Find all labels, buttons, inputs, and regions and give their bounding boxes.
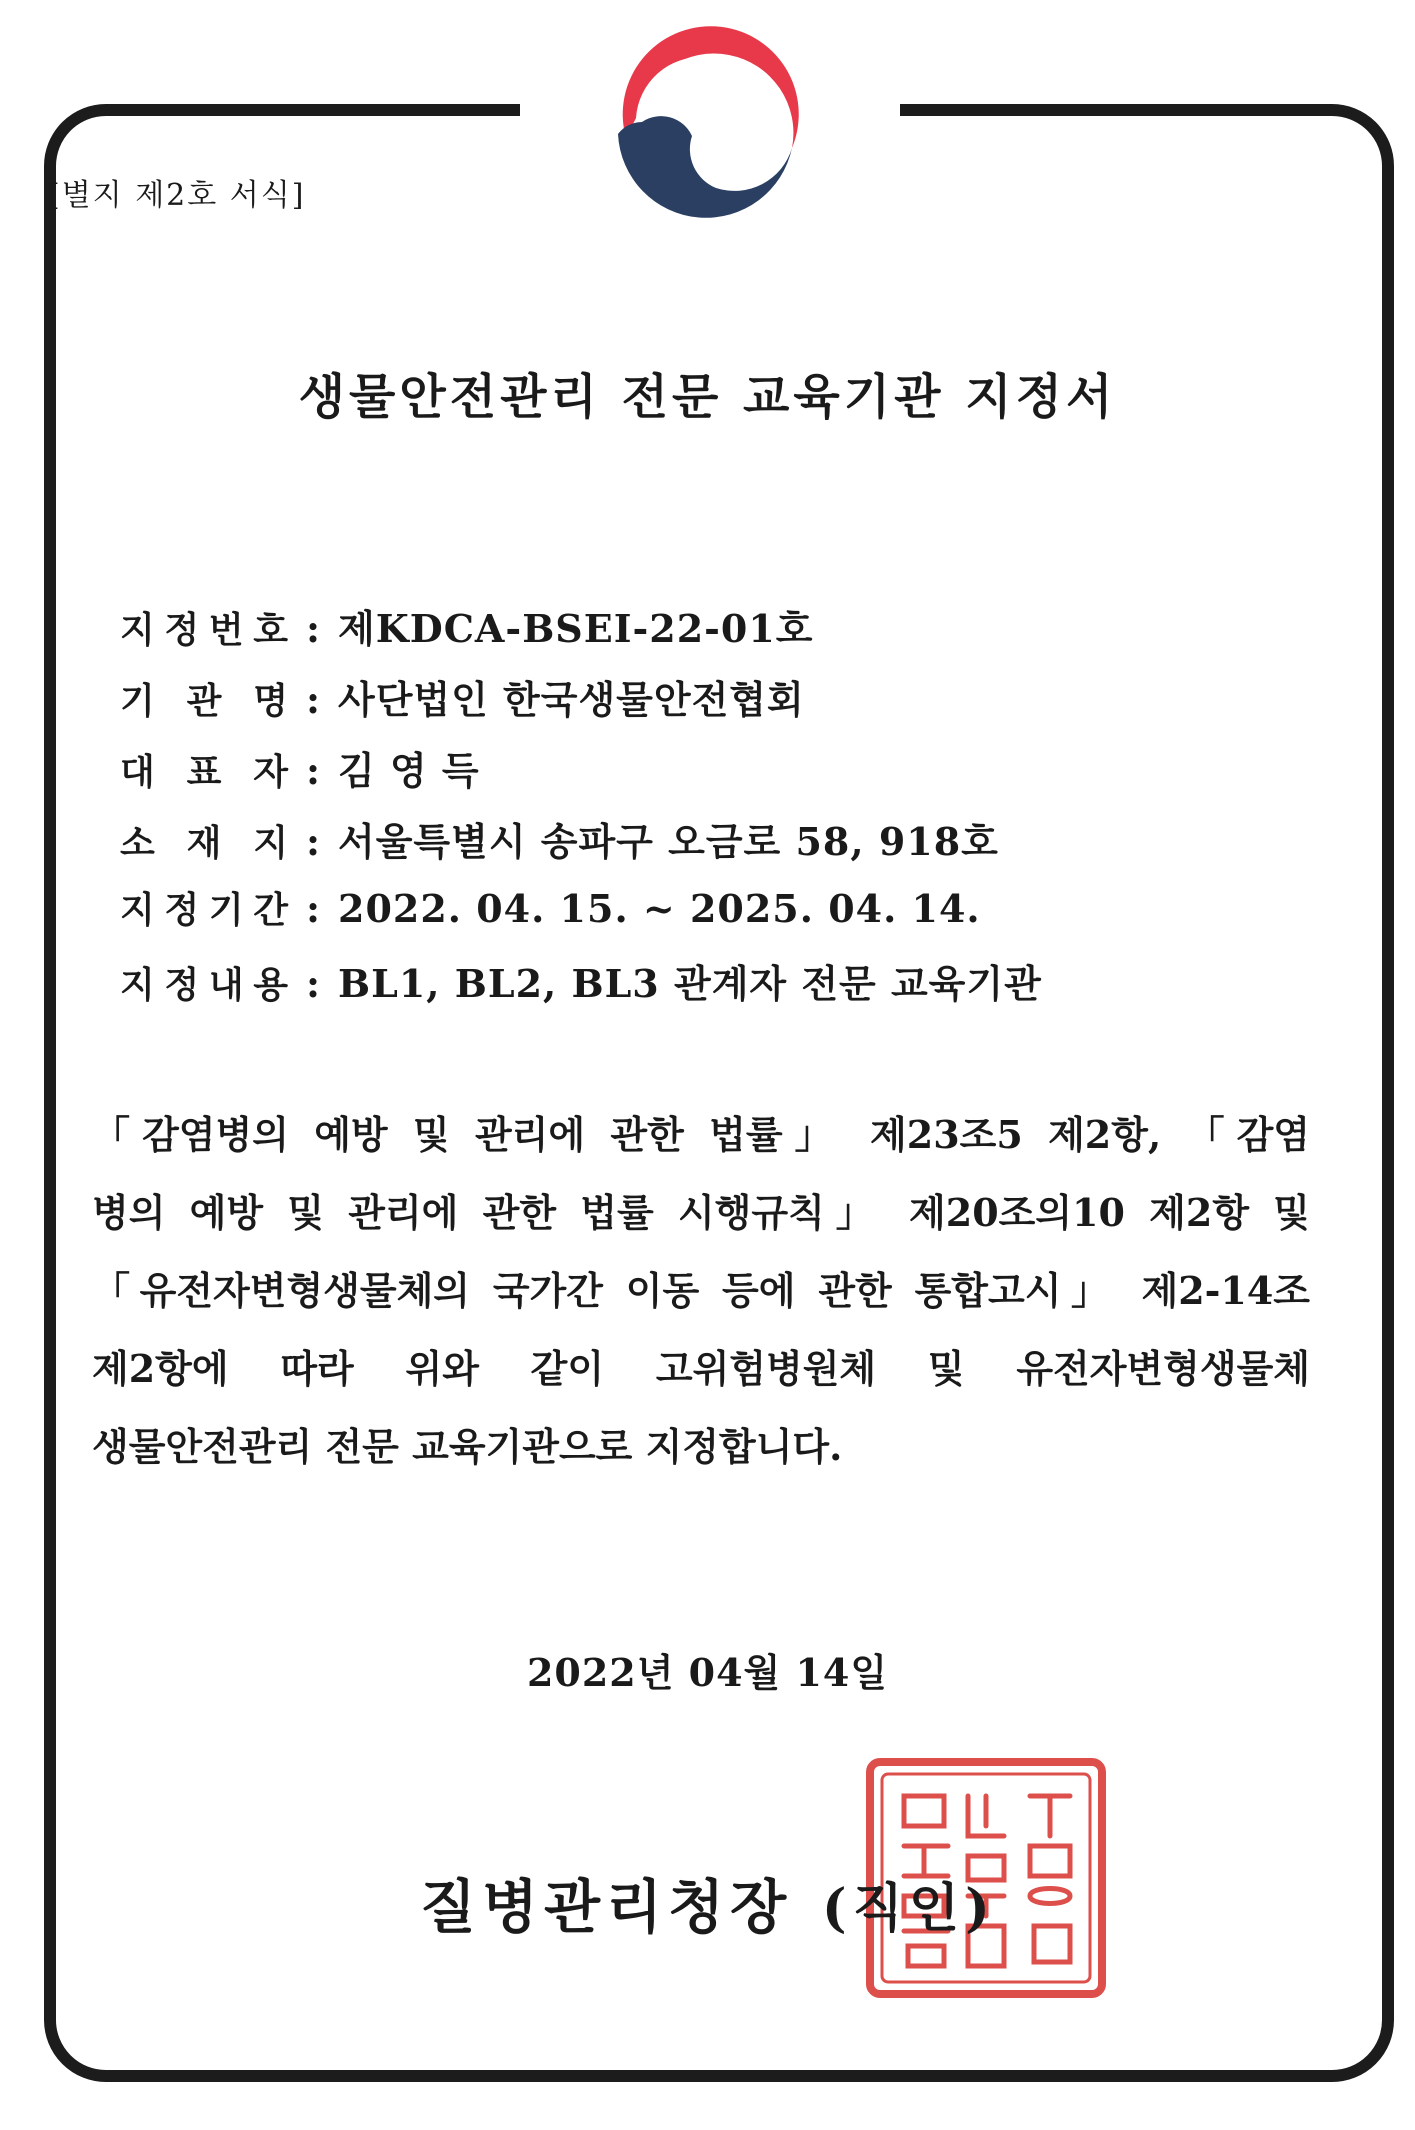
field-address	[120, 811, 1320, 882]
field-institution-name	[120, 669, 1320, 740]
field-value: BL1, BL2, BL3 관계자 전문 교육기관	[338, 961, 1042, 1006]
designation-fields	[120, 598, 1320, 1024]
field-label: 대 표 자	[120, 752, 288, 793]
field-designation-period	[120, 882, 1320, 953]
field-representative	[120, 740, 1320, 811]
field-value: 2022. 04. 15. ~ 2025. 04. 14.	[338, 886, 981, 931]
designation-statement	[92, 1096, 1310, 1486]
field-label: 지 정 번 호	[120, 610, 288, 651]
korea-government-emblem-icon	[596, 18, 824, 228]
field-colon: :	[305, 961, 321, 1006]
issuer-name: 질병관리청장	[420, 1873, 793, 1941]
field-value: 서울특별시 송파구 오금로 58, 918호	[338, 819, 999, 864]
field-colon: :	[305, 886, 321, 931]
field-value: 김 영 득	[338, 748, 480, 793]
statement-line: 「감염병의 예방 및 관리에 관한 법률」 제23조5 제2항, 「감염	[92, 1112, 1310, 1157]
document-title: 생물안전관리 전문 교육기관 지정서	[298, 369, 1117, 425]
field-designation-number	[120, 598, 1320, 669]
field-colon: :	[305, 748, 321, 793]
field-colon: :	[305, 819, 321, 864]
seal-label: (직인)	[822, 1878, 996, 1939]
field-colon: :	[305, 677, 321, 722]
statement-line: 제2항에 따라 위와 같이 고위험병원체 및 유전자변형생물체	[92, 1346, 1310, 1391]
field-label: 지 정 기 간	[120, 890, 288, 931]
field-label: 지 정 내 용	[120, 965, 288, 1006]
statement-line: 병의 예방 및 관리에 관한 법률 시행규칙」 제20조의10 제2항 및	[92, 1190, 1310, 1235]
field-label: 기 관 명	[120, 681, 288, 722]
form-number-label: [별지 제2호 서식]	[48, 178, 306, 213]
field-value: 제KDCA-BSEI-22-01호	[338, 606, 814, 651]
field-colon: :	[305, 606, 321, 651]
field-label: 소 재 지	[120, 823, 288, 864]
field-designation-content	[120, 953, 1320, 1024]
statement-line: 생물안전관리 전문 교육기관으로 지정합니다.	[92, 1424, 843, 1469]
field-value: 사단법인 한국생물안전협회	[338, 677, 805, 722]
statement-line: 「유전자변형생물체의 국가간 이동 등에 관한 통합고시」 제2-14조	[92, 1268, 1310, 1313]
issue-date: 2022년 04월 14일	[526, 1650, 889, 1695]
